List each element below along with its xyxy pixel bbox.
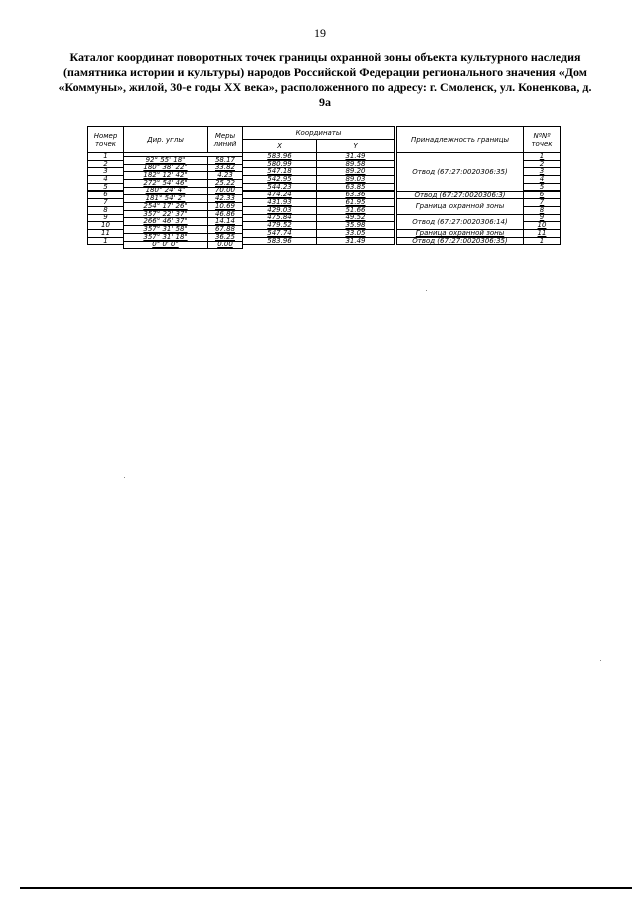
table-cell-boundary-owner: Граница охранной зоны	[396, 198, 524, 214]
table-cell-direction-angle: 181° 54' 2"	[123, 194, 208, 203]
table-cell-y: 61.95	[316, 198, 395, 207]
header-line-lengths: Меры линий	[207, 126, 243, 153]
table-cell-point-number: 11	[87, 229, 124, 238]
table-cell-y: 31.49	[316, 152, 395, 161]
table-cell-point-number: 1	[87, 237, 124, 246]
table-cell-y: 89.03	[316, 175, 395, 184]
table-cell-point-ref: 11	[523, 229, 561, 238]
table-cell-line-length: 4.23	[207, 171, 243, 180]
table-cell-y: 49.52	[316, 214, 395, 223]
table-cell-x: 547.18	[242, 167, 317, 176]
table-cell-point-number: 7	[87, 198, 124, 207]
table-cell-point-ref: 4	[523, 175, 561, 184]
table-cell-direction-angle: 182° 12' 42"	[123, 171, 208, 180]
table-cell-x: 474.24	[242, 191, 317, 200]
header-point-number: Номер точек	[87, 126, 124, 153]
table-cell-direction-angle: 180° 38' 22"	[123, 164, 208, 173]
table-cell-point-ref: 9	[523, 214, 561, 223]
table-cell-point-number: 3	[87, 167, 124, 176]
scan-speck	[600, 660, 601, 661]
table-cell-point-ref: 6	[523, 191, 561, 200]
table-cell-direction-angle: 254° 17' 26"	[123, 202, 208, 211]
scan-speck	[124, 477, 125, 478]
bottom-rule	[20, 887, 632, 889]
table-cell-x: 583.96	[242, 237, 317, 246]
table-cell-line-length: 14.14	[207, 217, 243, 226]
page-number: 19	[314, 26, 326, 40]
header-coordinates: Координаты	[242, 126, 395, 140]
table-cell-y: 33.05	[316, 229, 395, 238]
table-cell-point-ref: 8	[523, 206, 561, 215]
table-cell-boundary-owner: Отвод (67:27:0020306:3)	[396, 191, 524, 200]
header-boundary-owner: Принадлежность границы	[396, 126, 524, 153]
table-cell-point-ref: 1	[523, 152, 561, 161]
table-cell-point-ref: 5	[523, 183, 561, 192]
table-cell-y: 31.49	[316, 237, 395, 246]
coordinates-table	[87, 126, 560, 278]
table-cell-line-length: 46.86	[207, 210, 243, 219]
table-cell-x: 583.96	[242, 152, 317, 161]
table-cell-x: 542.95	[242, 175, 317, 184]
table-cell-line-length: 42.33	[207, 194, 243, 203]
table-cell-x: 475.84	[242, 214, 317, 223]
table-cell-point-number: 4	[87, 175, 124, 184]
table-cell-point-number: 1	[87, 152, 124, 161]
table-cell-x: 429.03	[242, 206, 317, 215]
table-cell-boundary-owner: Отвод (67:27:0020306:35)	[396, 152, 524, 192]
table-cell-x: 547.74	[242, 229, 317, 238]
document-title: Каталог координат поворотных точек границы охранной зоны объекта культурного наследия (памятника истории и культуры) народов Российской Федерации регионального значения «Дом «Коммуны», жилой, 30-е годы XX века», расположенного по адресу: г. Смоленск, ул. Коненкова, д. 9а	[58, 50, 592, 109]
table-cell-direction-angle: 92° 55' 18"	[123, 156, 208, 165]
table-cell-x: 544.23	[242, 183, 317, 192]
table-cell-point-ref: 3	[523, 167, 561, 176]
table-cell-x: 431.93	[242, 198, 317, 207]
table-cell-line-length: 10.69	[207, 202, 243, 211]
table-cell-y: 51.66	[316, 206, 395, 215]
table-cell-x: 479.52	[242, 221, 317, 230]
table-cell-boundary-owner: Граница охранной зоны	[396, 229, 524, 238]
table-cell-point-ref: 1	[523, 237, 561, 246]
table-cell-y: 63.85	[316, 183, 395, 192]
table-cell-direction-angle: 357° 31' 58"	[123, 225, 208, 234]
table-cell-line-length: 70.00	[207, 187, 243, 196]
table-cell-line-length: 25.22	[207, 179, 243, 188]
table-cell-line-length: 67.88	[207, 225, 243, 234]
table-cell-y: 63.36	[316, 191, 395, 200]
table-cell-y: 89.58	[316, 160, 395, 169]
table-cell-x: 580.99	[242, 160, 317, 169]
table-cell-line-length: 36.25	[207, 233, 243, 242]
table-cell-point-number: 5	[87, 183, 124, 192]
table-cell-point-ref: 10	[523, 221, 561, 230]
table-cell-y: 35.98	[316, 221, 395, 230]
table-cell-boundary-owner: Отвод (67:27:0020306:35)	[396, 237, 524, 246]
header-direction-angles: Дир. углы	[123, 126, 208, 153]
table-cell-line-length: 0.00	[207, 241, 243, 250]
table-cell-point-ref: 7	[523, 198, 561, 207]
table-cell-y: 89.20	[316, 167, 395, 176]
table-cell-line-length: 58.17	[207, 156, 243, 165]
table-cell-line-length: 33.82	[207, 164, 243, 173]
table-cell-direction-angle: 266° 46' 37"	[123, 217, 208, 226]
header-points: NºNº точек	[523, 126, 561, 153]
header-x: X	[242, 139, 317, 153]
table-cell-direction-angle: 357° 22' 37"	[123, 210, 208, 219]
table-cell-point-number: 2	[87, 160, 124, 169]
scan-speck	[426, 290, 427, 291]
table-cell-point-number: 8	[87, 206, 124, 215]
table-cell-point-number: 6	[87, 191, 124, 200]
table-cell-point-ref: 2	[523, 160, 561, 169]
header-y: Y	[316, 139, 395, 153]
table-cell-boundary-owner: Отвод (67:27:0020306:14)	[396, 214, 524, 230]
table-cell-direction-angle: 272° 54' 46"	[123, 179, 208, 188]
table-cell-direction-angle: 357° 31' 18"	[123, 233, 208, 242]
table-cell-direction-angle: 0° 0' 0"	[123, 241, 208, 250]
table-cell-point-number: 9	[87, 214, 124, 223]
table-cell-direction-angle: 180° 24' 4"	[123, 187, 208, 196]
table-cell-point-number: 10	[87, 221, 124, 230]
